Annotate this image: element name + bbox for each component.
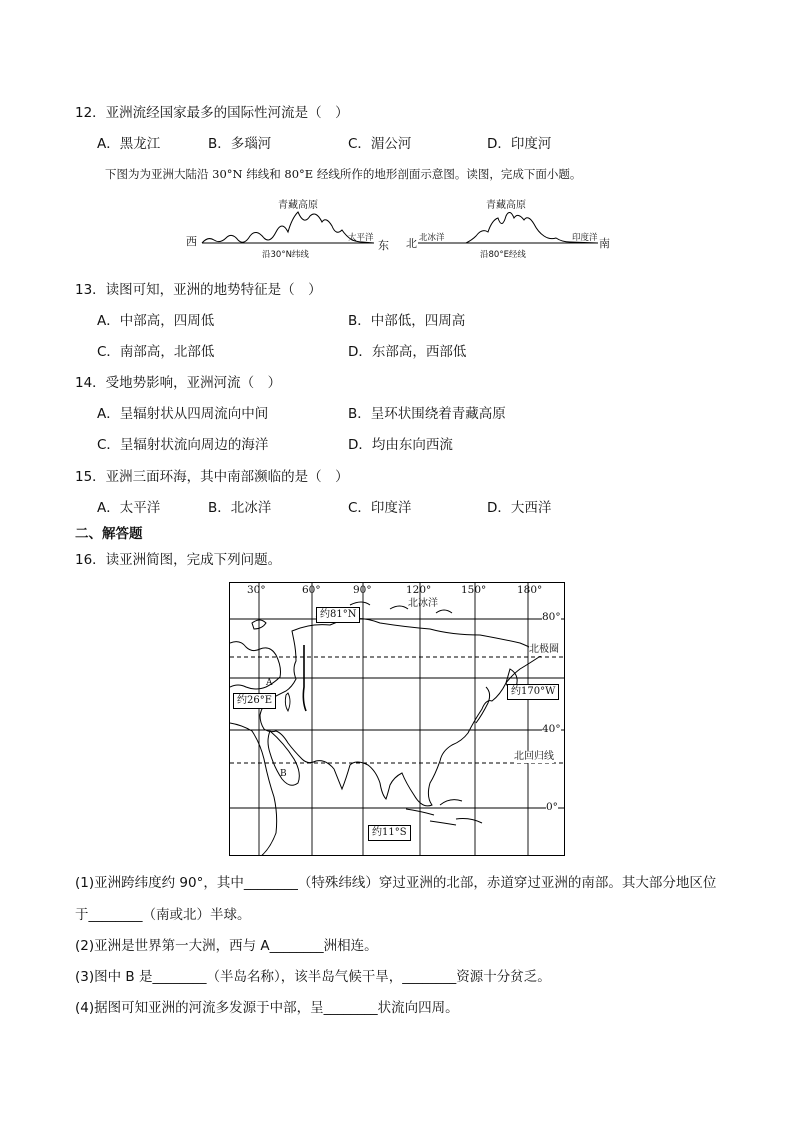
lon-label-180: 180° — [517, 584, 543, 596]
box-north-point: 约81°N — [316, 607, 360, 623]
section-heading: 二、解答题 — [75, 526, 143, 542]
label-a: A — [266, 678, 273, 688]
box-south-point: 约11°S — [368, 825, 411, 841]
box-east-point: 约170°W — [507, 684, 559, 700]
asia-map — [229, 582, 565, 856]
lat-label-80: 80° — [542, 611, 561, 623]
profile-80e-ocean-north: 北冰洋 — [419, 233, 445, 243]
label-arctic-circle: 北极圈 — [529, 644, 559, 655]
profile-30n-peak: 青藏高原 — [278, 200, 318, 211]
profile-80e-caption: 沿80°E经线 — [480, 250, 526, 260]
q13-option-a: A．中部高，四周低 — [97, 313, 215, 329]
lon-label-150: 150° — [461, 584, 487, 596]
q16-sub2: (2)亚洲是世界第一大洲，西与 A________洲相连。 — [75, 938, 378, 954]
q16-sub4: (4)据图可知亚洲的河流多发源于中部，呈________状流向四周。 — [75, 1000, 459, 1016]
q16-sub1-line2: 于________（南或北）半球。 — [75, 907, 251, 923]
box-west-point: 约26°E — [233, 693, 276, 709]
q14-stem: 14．受地势影响，亚洲河流（ ） — [75, 375, 282, 391]
profile-80e-peak: 青藏高原 — [486, 200, 526, 211]
q15-stem: 15．亚洲三面环海，其中南部濒临的是（ ） — [75, 469, 349, 485]
q13-option-b: B．中部低，四周高 — [348, 313, 466, 329]
q16-sub3: (3)图中 B 是________（半岛名称），该半岛气候干旱，________资源十分贫乏。 — [75, 969, 551, 985]
q14-option-a: A．呈辐射状从四周流向中间 — [97, 406, 269, 422]
label-arctic-ocean: 北冰洋 — [408, 598, 438, 609]
q12-option-a: A．黑龙江 — [97, 136, 161, 152]
q12-option-c: C．湄公河 — [348, 136, 412, 152]
q12-stem: 12．亚洲流经国家最多的国际性河流是（ ） — [75, 105, 349, 121]
q13-option-c: C．南部高，北部低 — [97, 344, 215, 360]
lat-label-0: 0° — [546, 801, 558, 813]
label-tropic-of-cancer: 北回归线 — [514, 751, 554, 762]
asia-map-graphic — [230, 583, 565, 856]
q15-option-b: B．北冰洋 — [208, 500, 272, 516]
q13-stem: 13．读图可知，亚洲的地势特征是（ ） — [75, 282, 322, 298]
lon-label-30: 30° — [247, 584, 266, 596]
q13-option-d: D．东部高，西部低 — [348, 344, 467, 360]
profile-30n — [186, 196, 396, 266]
q12-option-d: D．印度河 — [487, 136, 552, 152]
q15-option-a: A．太平洋 — [97, 500, 161, 516]
profile-30n-east: 东 — [378, 239, 389, 252]
profile-30n-ocean: 太平洋 — [348, 233, 374, 243]
q14-option-c: C．呈辐射状流向周边的海洋 — [97, 437, 269, 453]
profile-intro: 下图为为亚洲大陆沿 30°N 纬线和 80°E 经线所作的地形剖面示意图。读图，完成下面小题。 — [105, 167, 582, 181]
q14-option-b: B．呈环状围绕着青藏高原 — [348, 406, 506, 422]
lon-label-120: 120° — [406, 584, 432, 596]
q16-sub1-line1: (1)亚洲跨纬度约 90°，其中________（特殊纬线）穿过亚洲的北部，赤道穿过亚洲的南部。其大部分地区位 — [75, 875, 717, 891]
profile-80e-south: 南 — [599, 237, 610, 250]
q12-option-b: B．多瑙河 — [208, 136, 272, 152]
q14-option-d: D．均由东向西流 — [348, 437, 453, 453]
profile-80e-ocean-south: 印度洋 — [572, 233, 598, 243]
profile-30n-caption: 沿30°N纬线 — [262, 250, 309, 260]
q15-option-c: C．印度洋 — [348, 500, 412, 516]
lon-label-90: 90° — [353, 584, 372, 596]
q16-stem: 16．读亚洲简图，完成下列问题。 — [75, 552, 282, 568]
profile-80e — [406, 196, 616, 266]
q15-option-d: D．大西洋 — [487, 500, 552, 516]
profile-30n-west: 西 — [186, 235, 197, 248]
lon-label-60: 60° — [302, 584, 321, 596]
lat-label-40: 40° — [542, 723, 561, 735]
profile-80e-north: 北 — [406, 237, 417, 250]
label-b: B — [280, 769, 287, 779]
